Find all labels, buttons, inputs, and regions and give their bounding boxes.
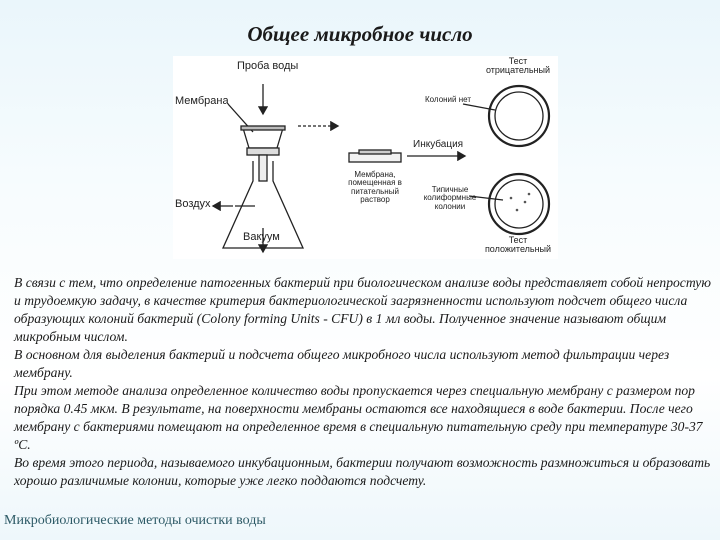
membrane-in-medium-label: Мембрана, помещенная в питательный раствор [348, 170, 402, 205]
paragraph: При этом методе анализа определенное количество воды пропускается через специальную мембрану с размером пор порядка 0.45 мкм. В результате, на поверхности мембраны остаются все находящиеся в воде бактерии. После чего мембрану с бактериями помещают на определенное время в специальную питательную среду при температуре 30-37 ºС. [14, 383, 703, 452]
paragraph: Во время этого периода, называемого инкубационным, бактерии получают возможность размножиться и образовать хорошо различимые колонии, которые уже легко поддаются подсчету. [14, 455, 711, 488]
paragraph: В основном для выделения бактерий и подсчета общего микробного числа используют метод фильтрации через мембрану. [14, 347, 670, 380]
colony-dot [510, 197, 513, 200]
no-colonies-label: Колоний нет [425, 95, 471, 104]
negative-test-label: Тест отрицательный [485, 56, 551, 76]
incubation-label: Инкубация [413, 139, 464, 150]
medium-dish-membrane [359, 150, 391, 154]
diagram-drawing [173, 56, 558, 259]
negative-plate-outer [489, 86, 549, 146]
slide-footer: Микробиологические методы очистки воды [4, 513, 266, 528]
funnel-clamp [247, 148, 279, 155]
body-text [14, 274, 714, 490]
colony-dot [524, 201, 527, 204]
slide-title: Общее микробное число [247, 22, 473, 46]
positive-test-label: Тест положительный [484, 235, 552, 255]
membrane-filter [241, 126, 285, 130]
positive-plate-inner [495, 180, 543, 228]
colony-dot [516, 209, 519, 212]
negative-plate-inner [495, 92, 543, 140]
typical-colonies-label: Типичные колиформные колонии [423, 185, 477, 211]
colony-dot [528, 193, 531, 196]
funnel-stem [259, 155, 267, 181]
air-label: Воздух [175, 198, 211, 210]
positive-plate-outer [489, 174, 549, 234]
vacuum-label: Вакуум [243, 231, 280, 243]
paragraph: В связи с тем, что определение патогенных бактерий при биологическом анализе воды представляет собой непростую и трудоемкую задачу, в качестве критерия бактериологической загрязненности используют подсчет общего числа образующих колоний бактерий (Colony forming Units - CFU) в 1 мл воды. Полученное значение называют общим микробным числом. [14, 275, 711, 344]
membrane-label: Мембрана [175, 95, 229, 107]
funnel-cup [243, 128, 283, 148]
water-sample-label: Проба воды [237, 60, 299, 72]
membrane-filtration-diagram [173, 56, 558, 259]
